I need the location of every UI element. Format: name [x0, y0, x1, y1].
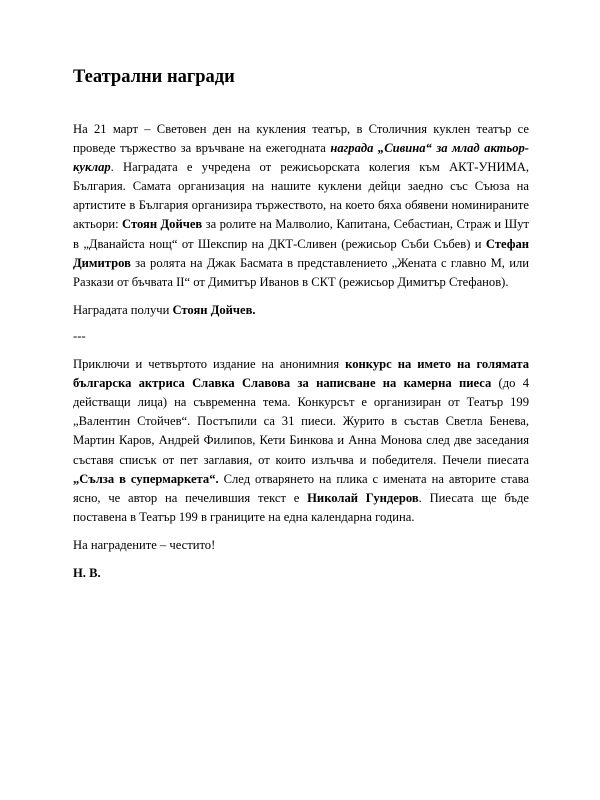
text: След отварянето на плика с имената на авторите става ясно, че автор на печелившия текст е [73, 471, 529, 505]
text: Приключи и четвъртото издание на анонимния [73, 357, 346, 372]
author-name: Николай Гундеров [307, 490, 419, 505]
paragraph-congratulations: На наградените – честито! [73, 537, 216, 552]
award-name: награда „Сивина“ за млад актьор-куклар [73, 141, 529, 175]
text: (до 4 действащи лица) на съвременна тема. Конкурсът е организиран от Театър 199 „Валентин Стойчев“. Постъпили са 31 пиеси. Журито в състав Светла Бенева, Мартин Каров, Андрей Филипов, Кети Бинкова и Анна Монова след две заседания съставя списък от пет заглавия, от които излъчва и победителя. Печели пиесата [73, 376, 529, 467]
article-body [73, 120, 529, 583]
text: . Наградата е учредена от режисьорската колегия към АКТ-УНИМА, България. Самата организация на нашите куклени дейци заедно със Съюза на артистите в България организира тържеството, на което бяха обявени номинираните актьори: [73, 160, 529, 232]
nominee-name: Стоян Дойчев [122, 217, 203, 232]
text: . Пиесата ще бъде поставена в Театър 199 в границите на една календарна година. [73, 490, 530, 524]
paragraph-playwriting-contest [73, 355, 529, 527]
winner-name: Стоян Дойчев. [172, 302, 256, 317]
text: На 21 март – Световен ден на кукления театър, в Столичния куклен театър се проведе тържество за връчване на ежегодната [73, 122, 529, 156]
contest-name: конкурс на името на голямата българска актриса Славка Славова за написване на камерна пиеса [73, 357, 529, 391]
signature: Н. В. [73, 565, 101, 580]
text: за ролята на Джак Басмата в представлението „Жената с главно М, или Разкази от бъчвата II“ от Димитър Иванов в СКТ (режисьор Димитър Стефанов). [73, 255, 529, 289]
winning-play-title: „Сълза в супермаркета“. [73, 471, 219, 486]
page-title: Театрални награди [73, 67, 235, 87]
text: Наградата получи [73, 302, 173, 317]
paragraph-award-ceremony [73, 120, 529, 292]
nominee-name: Стефан Димитров [73, 236, 529, 270]
separator: --- [73, 328, 86, 343]
text: за ролите на Малволио, Капитана, Себастиан, Страж и Шут в „Дванайста нощ“ от Шекспир на ДКТ-Сливен (режисьор Съби Събев) и [73, 217, 529, 251]
paragraph-winner [73, 301, 529, 320]
